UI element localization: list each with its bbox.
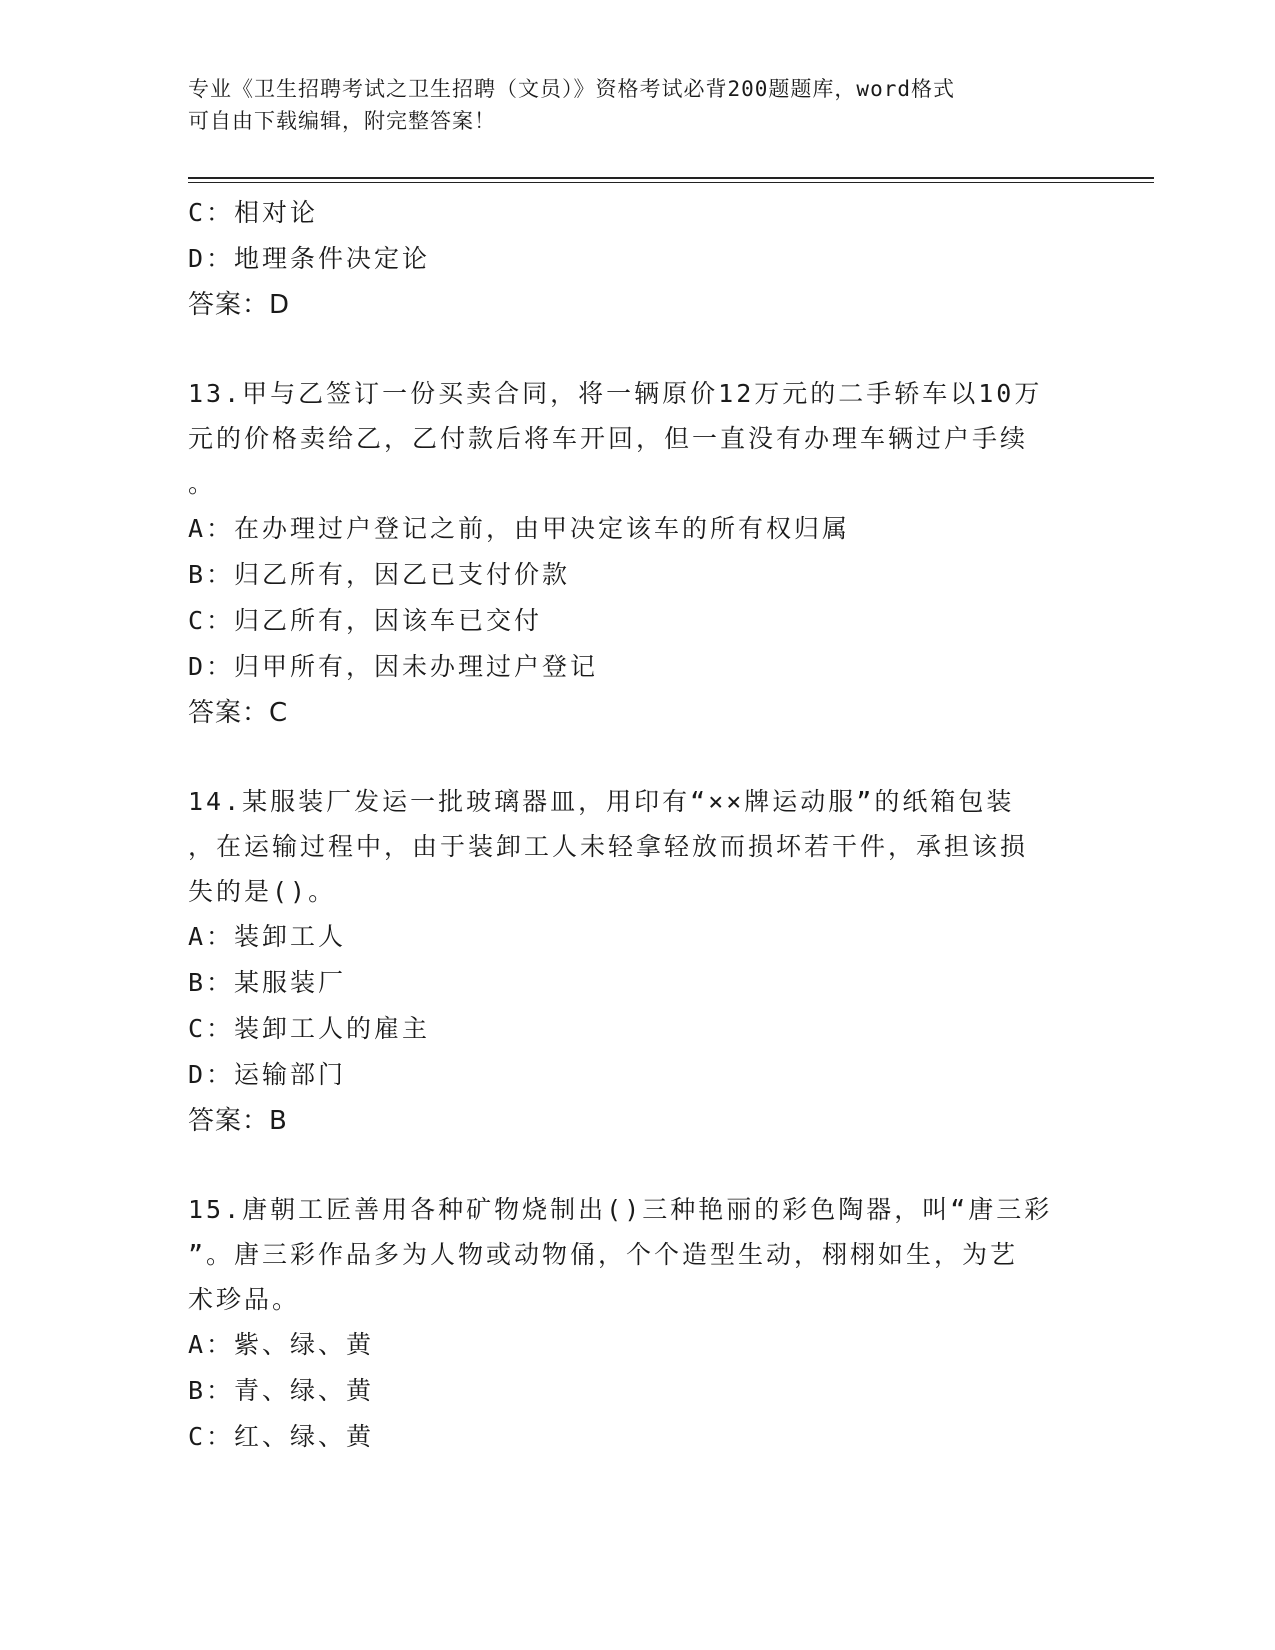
question-stem-line: 14.某服装厂发运一批玻璃器皿，用印有“××牌运动服”的纸箱包装 — [188, 787, 1015, 816]
question-14 — [188, 779, 1088, 1144]
answer: 答案：D — [188, 290, 291, 320]
header-divider-thin — [188, 182, 1154, 183]
option: C：红、绿、黄 — [188, 1422, 375, 1451]
question-stem-line: ”。唐三彩作品多为人物或动物俑，个个造型生动，栩栩如生，为艺 — [188, 1240, 1019, 1269]
continued-question — [188, 190, 1088, 328]
option: B：归乙所有，因乙已支付价款 — [188, 560, 571, 589]
question-stem-line: 。 — [188, 469, 217, 498]
option: A：装卸工人 — [188, 922, 347, 951]
option: A：紫、绿、黄 — [188, 1330, 375, 1359]
question-stem-line: 失的是()。 — [188, 877, 337, 906]
question-stem-line: 13.甲与乙签订一份买卖合同，将一辆原价12万元的二手轿车以10万 — [188, 379, 1043, 408]
header-line-1: 专业《卫生招聘考试之卫生招聘（文员）》资格考试必背200题题库，word格式 — [188, 77, 955, 101]
option: D：归甲所有，因未办理过户登记 — [188, 652, 599, 681]
option: D：运输部门 — [188, 1060, 347, 1089]
option: A：在办理过户登记之前，由甲决定该车的所有权归属 — [188, 514, 851, 543]
question-stem-line: ，在运输过程中，由于装卸工人未轻拿轻放而损坏若干件，承担该损 — [188, 832, 1029, 861]
option: C：相对论 — [188, 198, 319, 227]
question-15 — [188, 1187, 1088, 1460]
answer: 答案：B — [188, 1106, 288, 1136]
question-stem-line: 术珍品。 — [188, 1285, 301, 1314]
header-line-2: 可自由下载编辑，附完整答案！ — [188, 109, 496, 133]
document-header — [188, 73, 1068, 137]
option: D：地理条件决定论 — [188, 244, 431, 273]
option: B：青、绿、黄 — [188, 1376, 375, 1405]
question-stem-line: 15.唐朝工匠善用各种矿物烧制出()三种艳丽的彩色陶器，叫“唐三彩 — [188, 1195, 1053, 1224]
option: B：某服装厂 — [188, 968, 347, 997]
answer: 答案：C — [188, 698, 289, 728]
option: C：装卸工人的雇主 — [188, 1014, 431, 1043]
header-divider-thick — [188, 177, 1154, 179]
question-stem-line: 元的价格卖给乙，乙付款后将车开回，但一直没有办理车辆过户手续 — [188, 424, 1029, 453]
option: C：归乙所有，因该车已交付 — [188, 606, 543, 635]
question-list — [188, 190, 1088, 1460]
question-13 — [188, 371, 1088, 736]
